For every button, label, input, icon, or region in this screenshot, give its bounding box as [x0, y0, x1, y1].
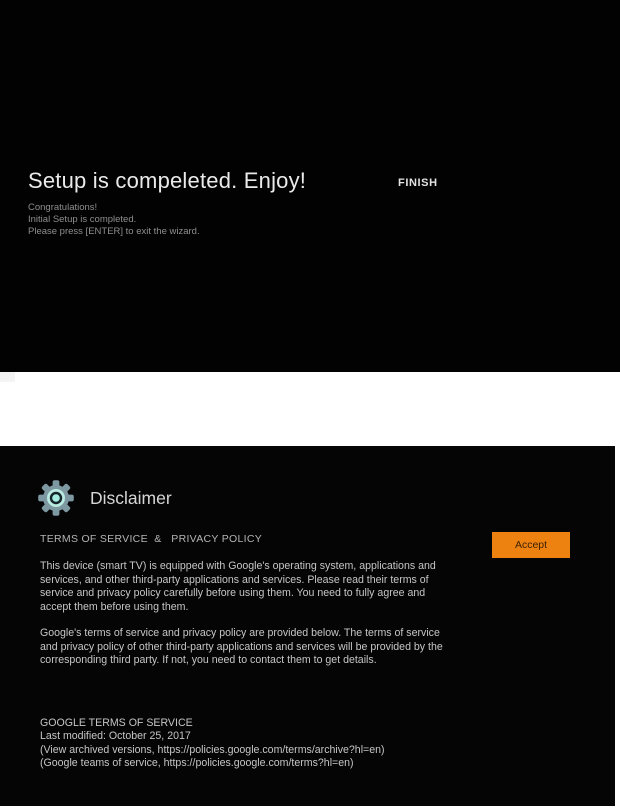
paragraph-line: This device (smart TV) is equipped with Google's operating system, applications and — [40, 560, 436, 572]
disclaimer-panel — [0, 446, 615, 806]
disclaimer-title: Disclaimer — [90, 488, 172, 508]
setup-messages — [28, 202, 200, 238]
accept-button[interactable]: Accept — [492, 532, 570, 558]
disclaimer-paragraph-2 — [40, 627, 443, 668]
finish-button[interactable]: FINISH — [390, 172, 446, 194]
disclaimer-paragraph-1 — [40, 560, 436, 614]
paragraph-line: services, and other third-party applications and services. Please read their terms of — [40, 573, 429, 586]
footer-line: GOOGLE TERMS OF SERVICE — [40, 717, 193, 729]
setup-complete-panel — [0, 0, 620, 372]
footer-line: Last modified: October 25, 2017 — [40, 730, 191, 743]
gap-corner-artifact — [0, 372, 15, 382]
setup-message-line: Initial Setup is completed. — [28, 214, 137, 225]
setup-message-line: Please press [ENTER] to exit the wizard. — [28, 226, 200, 237]
setup-title: Setup is compeleted. Enjoy! — [28, 168, 307, 193]
terms-privacy-heading: TERMS OF SERVICE & PRIVACY POLICY — [40, 533, 263, 545]
footer-line: (View archived versions, https://policies.google.com/terms/archive?hl=en) — [40, 743, 385, 756]
gear-icon — [37, 476, 75, 525]
paragraph-line: Google's terms of service and privacy policy are provided below. The terms of service — [40, 627, 440, 639]
google-terms-footer — [40, 717, 385, 771]
paragraph-line: accept them before using them. — [40, 600, 189, 613]
paragraph-line: corresponding third party. If not, you need to contact them to get details. — [40, 654, 377, 666]
setup-message-line: Congratulations! — [28, 202, 98, 213]
footer-line: (Google teams of service, https://policies.google.com/terms?hl=en) — [40, 757, 354, 770]
paragraph-line: service and privacy policy carefully before using them. You need to fully agree and — [40, 587, 426, 599]
paragraph-line: and privacy policy of other third-party applications and services will be provided by the — [40, 640, 443, 653]
